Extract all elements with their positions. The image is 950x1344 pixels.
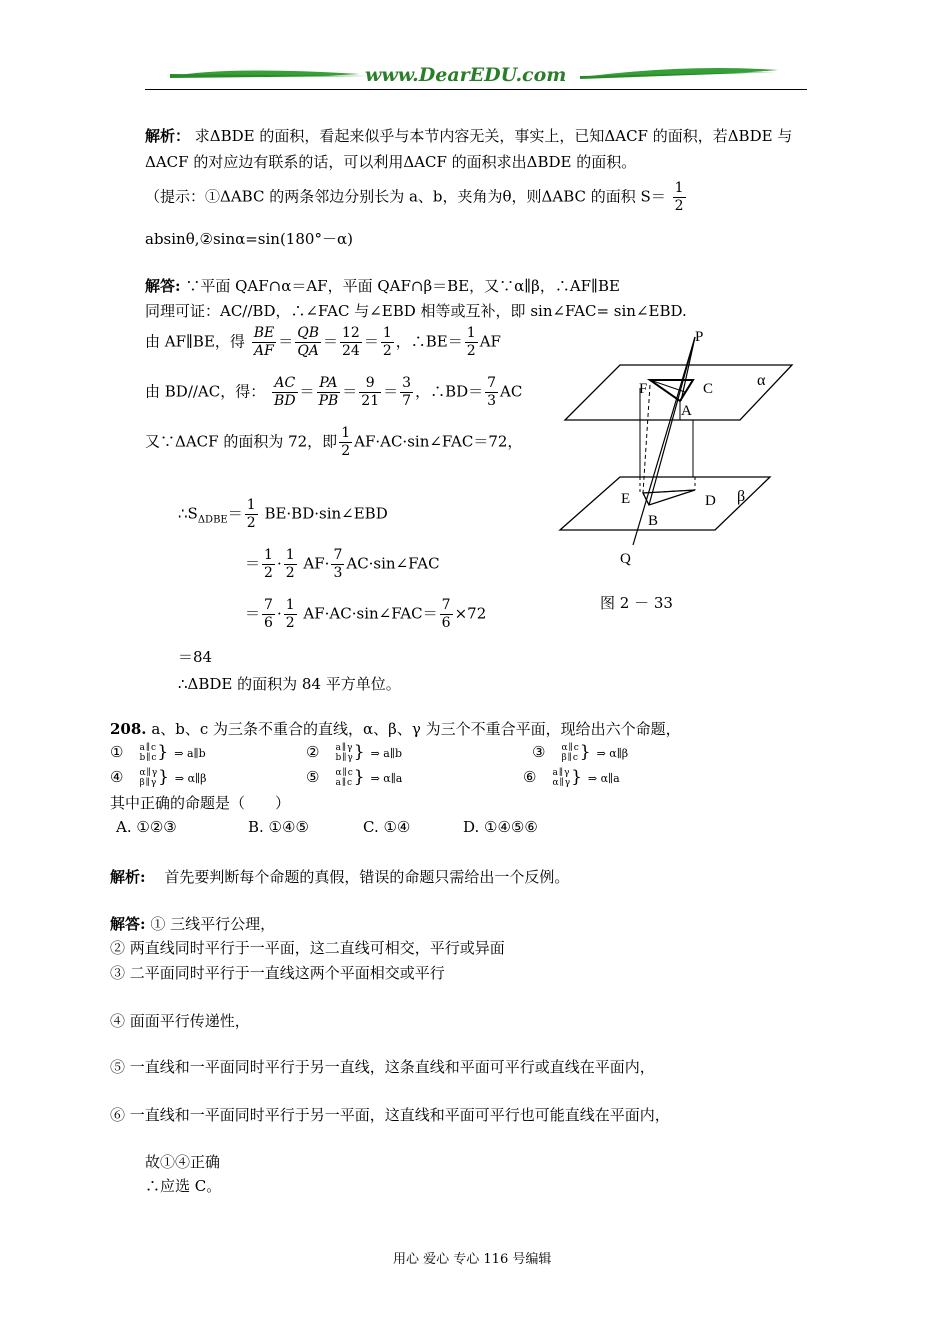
option-C: C. ①④	[363, 818, 411, 836]
option-B: B. ①④⑤	[248, 818, 309, 836]
answer-label: 解答:	[145, 277, 181, 295]
hint-line	[145, 180, 688, 215]
proposition-3: ③ α∥c β∥c } ⇒ α∥β	[532, 742, 629, 763]
answer2-item: ⑤ 一直线和一平面同时平行于另一直线，这条直线和平面可平行或直线在平面内，	[110, 1058, 655, 1076]
header-rule	[145, 89, 807, 90]
answer-line4: 由 BD//AC，得： $\frac{AC}{BD}$ ＝ $\frac{PA}{PB}$ ＝ $\frac{9}{21}$ ＝ $\frac{3}{7}$ ，∴BD＝ $\frac{7}{3}$ AC	[145, 375, 523, 409]
label-E: E	[621, 491, 631, 507]
site-name: www.DearEDU.com	[365, 64, 567, 86]
answer2-item: ① 三线平行公理，	[150, 915, 276, 933]
answer-line2: 同理可证：AC//BD，∴∠FAC 与∠EBD 相等或互补，即 sin∠FAC= sin∠EBD.	[145, 302, 687, 320]
analysis-line2: ΔACF 的对应边有联系的话，可以利用ΔACF 的面积求出ΔBDE 的面积。	[145, 153, 637, 171]
geometry-figure	[555, 325, 805, 575]
problem-stem: a、b、c 为三条不重合的直线，α、β、γ 为三个不重合平面，现给出六个命题，	[151, 720, 681, 738]
answer2-item: ② 两直线同时平行于一平面，这二直线可相交，平行或异面	[110, 939, 505, 957]
hint-text: （提示：①ΔABC 的两条邻边分别长为 a、b，夹角为θ，则ΔABC 的面积 S＝	[145, 187, 666, 206]
proposition-4: ④ α∥γ β∥γ } ⇒ α∥β	[110, 767, 207, 788]
option-A: A. ①②③	[116, 818, 177, 836]
line-PB	[649, 337, 695, 505]
figure-caption: 图 2 － 33	[600, 594, 673, 612]
label-C: C	[703, 381, 714, 397]
footer-text: 用心 爱心 专心 116 号编辑	[393, 1252, 552, 1267]
label-F: F	[639, 381, 648, 397]
label-A: A	[681, 403, 692, 419]
answer2-item: ④ 面面平行传递性，	[110, 1012, 250, 1030]
answer-line1: ∵平面 QAF∩α＝AF，平面 QAF∩β＝BE，又∵α∥β，∴AF∥BE	[185, 277, 620, 295]
analysis2-text: 首先要判断每个命题的真假，错误的命题只需给出一个反例。	[164, 868, 570, 886]
proposition-2: ② a∥γ b∥γ } ⇒ a∥b	[306, 742, 402, 763]
answer2-label: 解答:	[110, 915, 146, 933]
answer-line5: 又∵ΔACF 的面积为 72，即 $\frac{1}{2}$ AF·AC·sin∠FAC＝72，	[145, 425, 523, 459]
conclusion-1: 故①④正确	[145, 1153, 221, 1171]
label-B: B	[648, 513, 659, 529]
answer2-item: ⑥ 一直线和一平面同时平行于另一平面，这直线和平面可平行也可能直线在平面内，	[110, 1106, 670, 1124]
area-step1: $\therefore S_{\Delta DBE}=$ $\frac{1}{2}$ BE·BD·sin∠EBD	[178, 497, 388, 531]
label-D: D	[705, 493, 716, 509]
analysis2-label: 解析:	[110, 868, 146, 886]
conclusion-2: ∴应选 C。	[145, 1177, 222, 1195]
area-conclusion: ∴ΔBDE 的面积为 84 平方单位。	[178, 675, 401, 693]
triangle-FCA	[650, 380, 693, 401]
proposition-1: ① a∥c b∥c } ⇒ a∥b	[110, 742, 206, 763]
label-Q: Q	[620, 551, 631, 567]
analysis-line1: 求ΔBDE 的面积，看起来似乎与本节内容无关，事实上，已知ΔACF 的面积，若ΔBDE 与	[194, 127, 793, 145]
answer2-item: ③ 二平面同时平行于一直线这两个平面相交或平行	[110, 964, 445, 982]
label-P: P	[695, 329, 704, 345]
area-step4: ＝84	[178, 648, 213, 666]
answer-line3: 由 AF∥BE，得 $\frac{BE}{AF}$ ＝ $\frac{QB}{QA}$ ＝ $\frac{12}{24}$ ＝ $\frac{1}{2}$ ，∴BE＝ $\frac{1}{2}$ AF	[145, 325, 501, 359]
analysis-label: 解析：	[145, 127, 191, 145]
hint-line2: absinθ,②sinα=sin(180°－α)	[145, 230, 353, 248]
label-beta: β	[737, 488, 746, 505]
label-alpha: α	[757, 372, 766, 389]
option-D: D. ①④⑤⑥	[463, 818, 538, 836]
fraction: $\frac{1}{2}$	[674, 180, 684, 214]
question-text: 其中正确的命题是（ ）	[110, 794, 291, 812]
line-PQ	[633, 337, 695, 545]
proposition-6: ⑥ a∥γ α∥γ } ⇒ α∥a	[523, 767, 620, 788]
area-step2: ＝ $\frac{1}{2}$ · $\frac{1}{2}$ AF· $\frac{7}{3}$ AC·sin∠FAC	[245, 547, 440, 581]
area-step3: ＝ $\frac{7}{6}$ · $\frac{1}{2}$ AF·AC·sin∠FAC＝ $\frac{7}{6}$ ×72	[245, 597, 487, 631]
proposition-5: ⑤ α∥c a∥c } ⇒ α∥a	[306, 767, 403, 788]
problem-number: 208.	[110, 720, 147, 738]
